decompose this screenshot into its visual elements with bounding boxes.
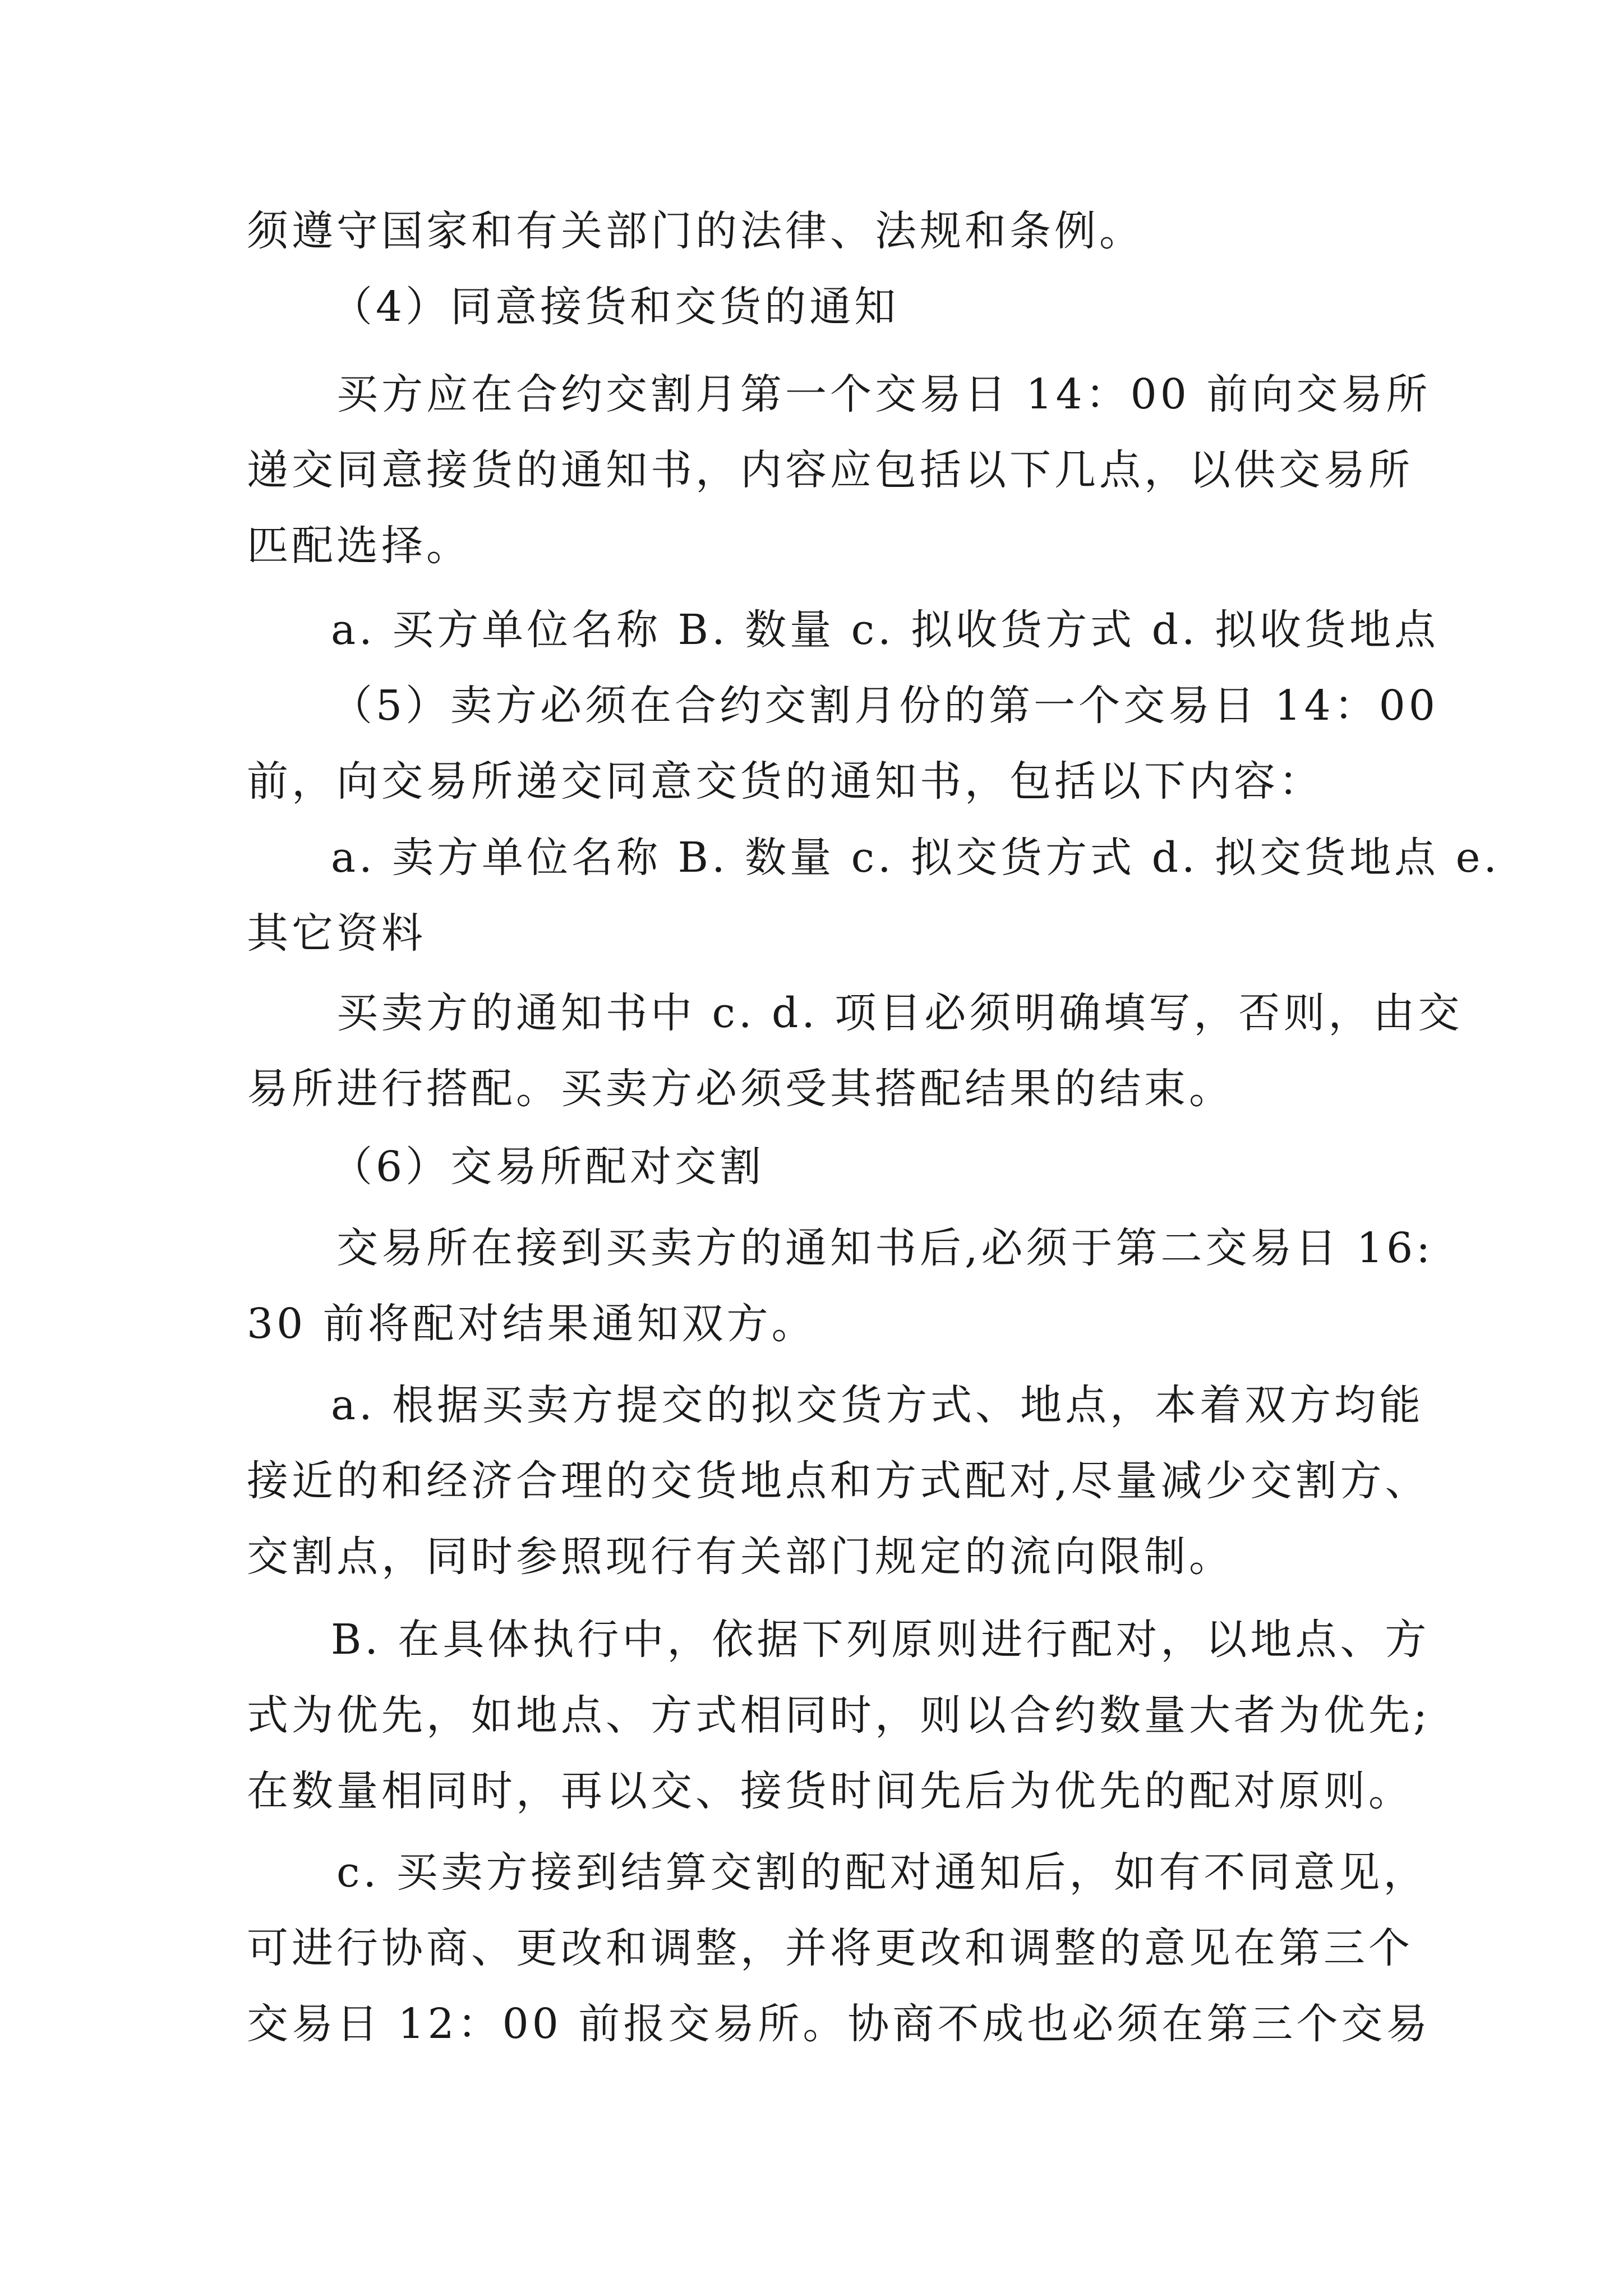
text-line: 递交同意接货的通知书，内容应包括以下几点，以供交易所 (247, 446, 1413, 494)
text-line: B. 在具体执行中，依据下列原则进行配对，以地点、方 (331, 1616, 1430, 1664)
text-line: 前，向交易所递交同意交货的通知书，包括以下内容： (247, 757, 1324, 806)
section-heading: （5）卖方必须在合约交割月份的第一个交易日 14：00 (331, 682, 1438, 730)
text-line: 可进行协商、更改和调整，并将更改和调整的意见在第三个 (247, 1924, 1413, 1972)
text-line: 交易所在接到买卖方的通知书后,必须于第二交易日 16: (336, 1224, 1434, 1272)
text-line: 须遵守国家和有关部门的法律、法规和条例。 (247, 207, 1144, 255)
text-line: 交易日 12：00 前报交易所。协商不成也必须在第三个交易 (247, 2000, 1431, 2048)
text-line: 在数量相同时，再以交、接货时间先后为优先的配对原则。 (247, 1767, 1413, 1815)
text-line: 易所进行搭配。买卖方必须受其搭配结果的结束。 (247, 1065, 1234, 1113)
text-line: a. 卖方单位名称 B. 数量 c. 拟交货方式 d. 拟交货地点 e. (331, 834, 1500, 882)
text-line: 买方应在合约交割月第一个交易日 14：00 前向交易所 (336, 370, 1431, 418)
section-heading: （6）交易所配对交割 (331, 1143, 765, 1191)
text-line: 其它资料 (247, 909, 426, 958)
text-line: 匹配选择。 (247, 522, 471, 570)
text-line: 交割点，同时参照现行有关部门规定的流向限制。 (247, 1533, 1234, 1581)
text-line: 式为优先，如地点、方式相同时，则以合约数量大者为优先; (247, 1691, 1431, 1740)
text-line: 30 前将配对结果通知双方。 (247, 1300, 817, 1348)
text-line: a. 买方单位名称 B. 数量 c. 拟收货方式 d. 拟收货地点 (331, 606, 1440, 654)
section-heading: （4）同意接货和交货的通知 (331, 283, 900, 331)
text-line: 买卖方的通知书中 c. d. 项目必须明确填写，否则，由交 (336, 989, 1463, 1037)
text-line: a. 根据买卖方提交的拟交货方式、地点，本着双方均能 (331, 1381, 1424, 1429)
text-line: 接近的和经济合理的交货地点和方式配对,尽量减少交割方、 (247, 1457, 1430, 1505)
text-line: c. 买卖方接到结算交割的配对通知后，如有不同意见， (336, 1848, 1428, 1897)
